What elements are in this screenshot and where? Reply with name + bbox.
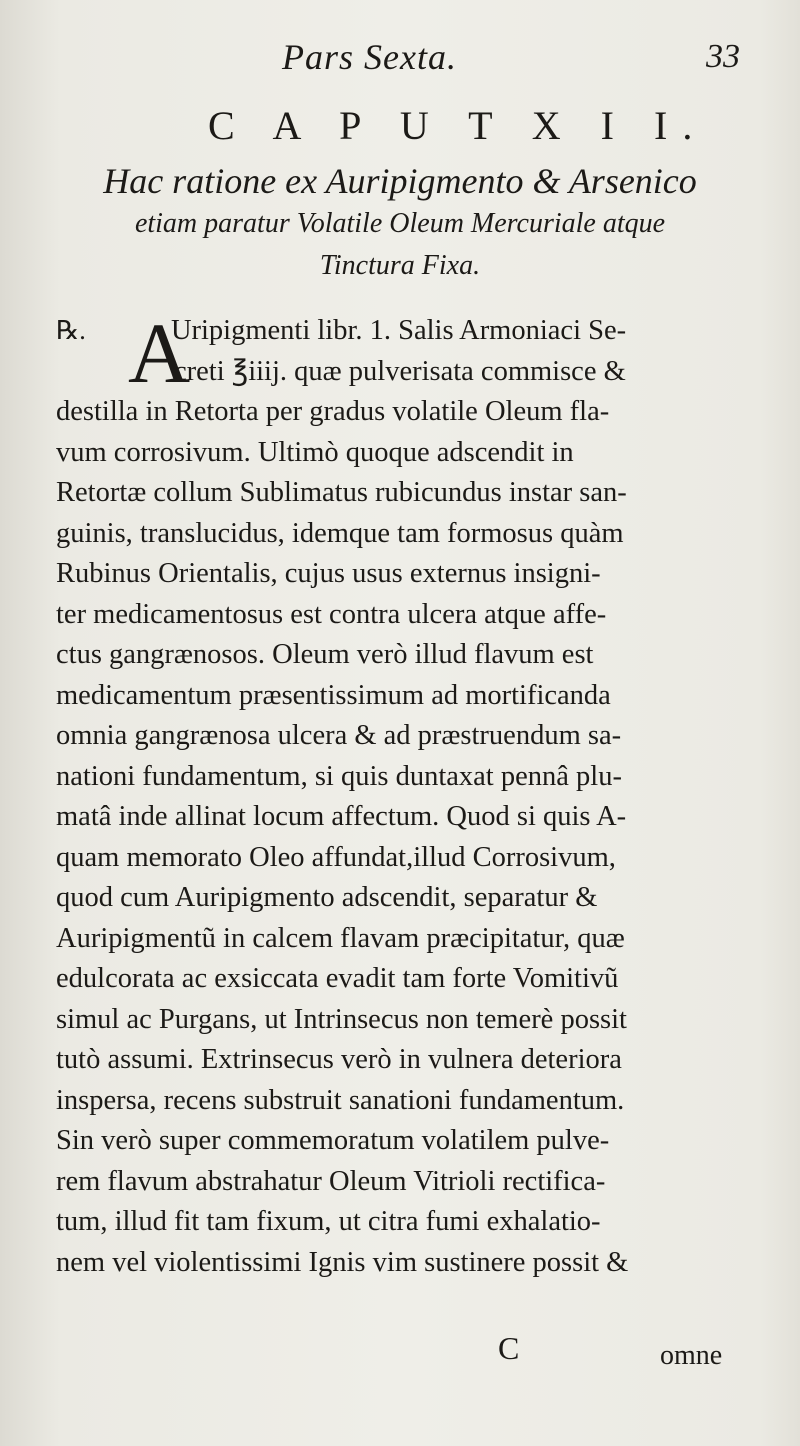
- text-line-content: Uripigmenti libr. 1. Salis Armoniaci Se-: [170, 315, 627, 346]
- text-line: nationi fundamentum, si quis duntaxat pennâ plu-: [56, 760, 622, 792]
- text-line: [56, 311, 746, 352]
- text-line: ter medicamentosus est contra ulcera atque affe-: [56, 598, 607, 630]
- text-line: Sin verò super commemoratum volatilem pulve-: [56, 1125, 610, 1156]
- chapter-title: C A P U T X I I.: [208, 103, 708, 148]
- text-line: tum, illud fit tam fixum, ut citra fumi exhalatio-: [56, 1206, 601, 1237]
- text-line: Retortæ collum Sublimatus rubicundus instar san-: [56, 477, 627, 508]
- text-line: medicamentum præsentissimum ad mortificanda: [56, 679, 611, 711]
- text-line: Auripigmentũ in calcem flavam præcipitatur, quæ: [56, 922, 625, 954]
- text-line: inspersa, recens substruit sanationi fundamentum.: [56, 1084, 625, 1116]
- recipe-symbol: ℞.: [56, 316, 86, 345]
- text-line: vum corrosivum. Ultimò quoque adscendit in: [56, 436, 574, 468]
- chapter-subtitle-line-2: etiam paratur Volatile Oleum Mercuriale atque: [134, 208, 666, 239]
- running-head: Pars Sexta.: [282, 37, 457, 77]
- text-line: simul ac Purgans, ut Intrinsecus non temerè possit: [56, 1003, 627, 1035]
- text-line: edulcorata ac exsiccata evadit tam forte Vomitivũ: [56, 963, 619, 994]
- chapter-subtitle-line-3: Tinctura Fixa.: [319, 250, 481, 281]
- text-line: nem vel violentissimi Ignis vim sustinere possit &: [56, 1246, 629, 1278]
- text-line: rem flavum abstrahatur Oleum Vitrioli rectifica-: [56, 1165, 606, 1197]
- text-line: quod cum Auripigmento adscendit, separatur &: [56, 882, 598, 913]
- chapter-subtitle-line-1: Hac ratione ex Auripigmento & Arsenico: [103, 161, 697, 201]
- text-line: destilla in Retorta per gradus volatile Oleum fla-: [56, 396, 610, 427]
- body-text: [56, 305, 746, 1283]
- text-line: ctus gangrænosos. Oleum verò illud flavum est: [56, 639, 594, 670]
- text-line: omnia gangrænosa ulcera & ad præstruendum sa-: [56, 720, 622, 751]
- drop-cap-initial: A: [128, 305, 191, 401]
- text-line: [56, 352, 746, 393]
- catchword: omne: [660, 1340, 723, 1371]
- page-number: 33: [706, 38, 740, 75]
- text-line-content: creti ℥iiij. quæ pulverisata commisce &: [174, 355, 626, 387]
- text-line: quam memorato Oleo affundat,illud Corrosivum,: [56, 841, 616, 873]
- text-line: tutò assumi. Extrinsecus verò in vulnera deteriora: [56, 1044, 622, 1075]
- text-line: guinis, translucidus, idemque tam formosus quàm: [56, 517, 624, 549]
- text-line: Rubinus Orientalis, cujus usus externus insigni-: [56, 558, 601, 589]
- text-line: matâ inde allinat locum affectum. Quod si quis A-: [56, 801, 627, 832]
- signature-mark: C: [498, 1330, 520, 1366]
